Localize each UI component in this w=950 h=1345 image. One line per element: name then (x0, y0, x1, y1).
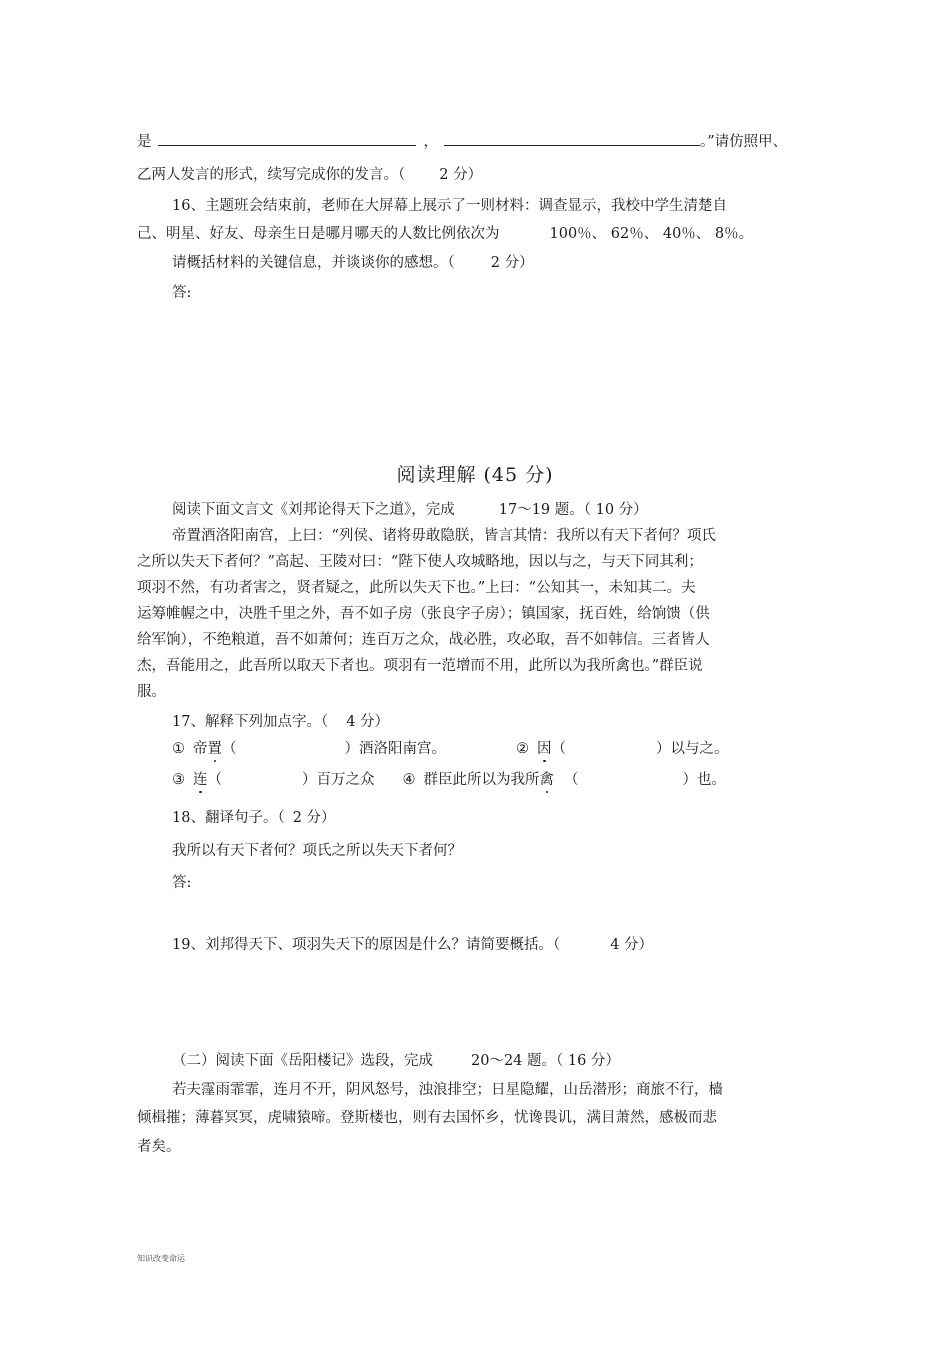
classical-text-line: 给军饷），不绝粮道，吾不如萧何；连百万之众，战必胜，攻必取，吾不如韩信。三者皆人 (137, 632, 710, 648)
answer-blank-2[interactable] (444, 131, 700, 146)
classical-intro (172, 500, 648, 520)
q17-row-1 (172, 739, 729, 759)
q17-item1-close: ）酒洛阳南宫。 (344, 741, 446, 757)
classical-text-line: 运筹帷幄之中，决胜千里之外，吾不如子房（张良字子房）；镇国家，抚百姓，给饷馈（供 (137, 606, 710, 622)
q17-stem (172, 712, 389, 732)
classical-text-line: 帝置酒洛阳南宫，上曰：“列侯、诸将毋敢隐朕，皆言其情：我所以有天下者何？项氏 (172, 528, 716, 544)
paren-open: （ (222, 741, 237, 757)
classical-text-line: 项羽不然，有功者害之，贤者疑之，此所以失天下也。”上曰：“公知其一，未知其二。夫 (137, 580, 696, 596)
q18-answer-label: 答: (172, 875, 192, 891)
q17-item1-pre: 帝 (193, 741, 208, 757)
footer-note: 知识改变命运 (137, 1254, 185, 1263)
q16-points: 2 分） (490, 255, 534, 271)
q16-line-3 (172, 253, 534, 273)
q15-points: 2 分） (439, 167, 483, 183)
q19-points: 4 分） (610, 937, 654, 953)
q18-stem (172, 808, 336, 828)
q15-blank-line (137, 131, 787, 152)
item-number: ③ (172, 772, 185, 788)
item-number: ② (516, 741, 529, 757)
q17-stem-text: 17、解释下列加点字。（ (172, 714, 329, 730)
classical-text-line: 之所以失天下者何？”高起、王陵对曰：“陛下使人攻城略地，因以与之，与天下同其利； (137, 554, 703, 570)
item-number: ④ (402, 772, 416, 788)
q17-row-2 (172, 770, 726, 790)
classical-intro-range: 17～19 题。（ 10 分） (498, 502, 648, 518)
q16-answer-label: 答: (172, 285, 192, 301)
item-number: ① (172, 741, 185, 757)
yueyang-intro (172, 1051, 620, 1071)
q16-line-1: 16、主题班会结束前，老师在大屏幕上展示了一则材料：调查显示，我校中学生清楚自 (172, 198, 727, 214)
yueyang-intro-range: 20～24 题。（ 16 分） (471, 1053, 620, 1069)
q15-comma: ， (423, 134, 438, 150)
q15-instruction (137, 165, 482, 185)
q18-sentence: 我所以有天下者何？项氏之所以失天下者何？ (172, 843, 462, 859)
yueyang-text-line: 倾楫摧；薄暮冥冥，虎啸猿啼。登斯楼也，则有去国怀乡，忧谗畏讥，满目萧然，感极而悲 (137, 1110, 717, 1126)
classical-intro-text: 阅读下面文言文《刘邦论得天下之道》，完成 (172, 502, 455, 518)
yueyang-text-line: 者矣。 (137, 1139, 181, 1155)
q16-values: 100％、 62％、 40％、 8％。 (549, 226, 754, 242)
yueyang-text-line: 若夫霪雨霏霏，连月不开，阴风怒号，浊浪排空；日星隐耀，山岳潜形；商旅不行，樯 (172, 1082, 723, 1098)
q17-item3-close: ）百万之众 (302, 772, 375, 788)
paren-open: （ (207, 772, 222, 788)
q17-item4-pre: 群臣此所以为我所 (423, 772, 540, 788)
q15-start: 是 (137, 134, 152, 150)
paren-open: （ (564, 772, 579, 788)
q19-stem-text: 19、刘邦得天下、项羽失天下的原因是什么？请简要概括。（ (172, 937, 561, 953)
q18-points: 2 分） (292, 810, 336, 826)
yueyang-intro-text: （二）阅读下面《岳阳楼记》选段，完成 (172, 1053, 433, 1069)
section-title: 阅读理解 (45 分) (396, 464, 554, 486)
q16-line-2-text: 己、明星、好友、母亲生日是哪月哪天的人数比例依次为 (137, 226, 500, 242)
q16-line-3-text: 请概括材料的关键信息，并谈谈你的感想。（ (172, 255, 455, 271)
classical-text-line: 服。 (137, 684, 166, 700)
q15-end: 。”请仿照甲、 (700, 134, 788, 150)
classical-text-line: 杰，吾能用之，此吾所以取天下者也。项羽有一范增而不用，此所以为我所禽也。”群臣说 (137, 658, 703, 674)
paren-open: （ (551, 741, 566, 757)
dotted-character: 禽 (539, 772, 554, 788)
dotted-character: 因 (537, 741, 552, 757)
q18-stem-text: 18、翻译句子。（ (172, 810, 285, 826)
dotted-character: 置 (207, 741, 222, 757)
q15-instruction-text: 乙两人发言的形式，续写完成你的发言。（ (137, 167, 406, 183)
dotted-character: 连 (193, 772, 208, 788)
q16-line-2 (137, 224, 753, 244)
answer-blank-1[interactable] (158, 131, 416, 146)
q19-stem (172, 935, 653, 955)
q17-points: 4 分） (346, 714, 390, 730)
q17-item2-close: ）以与之。 (656, 741, 729, 757)
q17-item4-close: ）也。 (682, 772, 726, 788)
